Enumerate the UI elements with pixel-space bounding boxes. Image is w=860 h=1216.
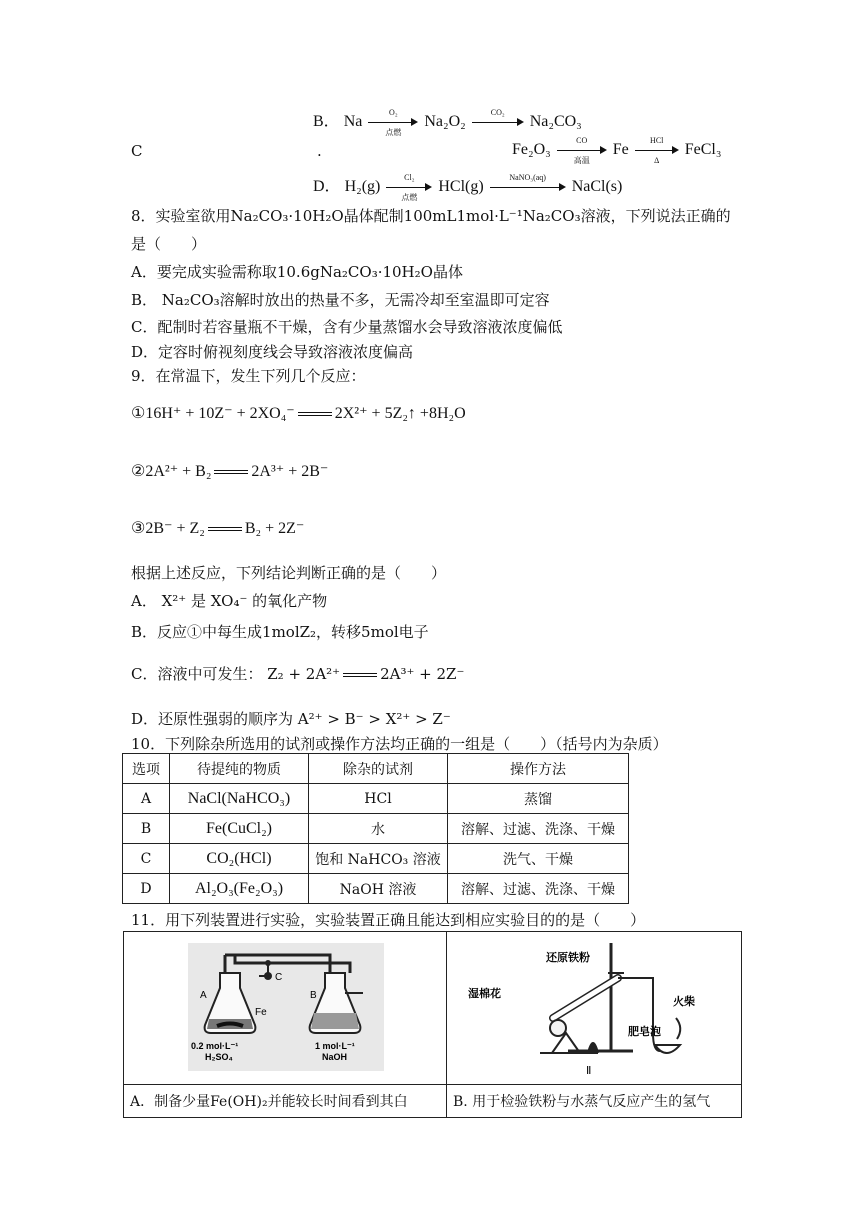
table-header: 除杂的试剂: [309, 754, 448, 784]
q9-ask: 根据上述反应，下列结论判断正确的是（ ）: [131, 564, 447, 582]
caption-a: A．制备少量Fe(OH)₂并能较长时间看到其白: [124, 1085, 447, 1118]
equals-sign-icon: [298, 412, 332, 416]
q9-reaction-1: ①16H⁺ + 10Z⁻ + 2XO₄⁻ 2X²⁺ + 5Z₂↑ +8H₂O: [131, 405, 466, 422]
table-row: [123, 844, 629, 874]
q8-stem-cont: 是（ ）: [131, 235, 207, 253]
q9-stem: 9．在常温下，发生下列几个反应：: [131, 367, 366, 385]
q7-option-d: D． H₂(g) Cl₂ 点燃 HCl(g) NaNO₃(aq) NaCl(s): [313, 173, 623, 203]
q7-option-c-dot: .: [317, 142, 322, 160]
table-cell: 蒸馏: [448, 784, 629, 814]
equals-sign-icon: [214, 470, 248, 474]
table-cell: NaOH 溶液: [309, 874, 448, 904]
q8-option-d: D．定容时俯视刻度线会导致溶液浓度偏高: [131, 343, 414, 361]
fig-a-left-acid: H₂SO₄: [205, 1052, 233, 1062]
q10-stem: 10．下列除杂所选用的试剂或操作方法均正确的一组是（ ）（括号内为杂质）: [131, 735, 668, 753]
table-cell: A: [123, 784, 170, 814]
q10-table: [122, 753, 629, 904]
table-cell: D: [123, 874, 170, 904]
fig-b-label-soap: 肥皂泡: [628, 1025, 661, 1038]
fig-a-label-c: C: [275, 972, 283, 983]
table-cell: Al₂O₃(Fe₂O₃): [170, 874, 309, 904]
q8-option-c: C．配制时若容量瓶不干燥，含有少量蒸馏水会导致溶液浓度偏低: [131, 318, 563, 336]
table-cell: 溶解、过滤、洗涤、干燥: [448, 814, 629, 844]
fig-b-label-num: Ⅱ: [586, 1065, 592, 1077]
table-cell: B: [123, 814, 170, 844]
table-cell: 洗气、干燥: [448, 844, 629, 874]
fig-b-label-match: 火柴: [673, 995, 695, 1008]
table-row: [123, 874, 629, 904]
q7-option-c-chain: Fe₂O₃ CO 高温 Fe HCl Δ FeCl₃: [512, 136, 722, 166]
table-cell: Fe(CuCl₂): [170, 814, 309, 844]
equals-sign-icon: [208, 527, 242, 531]
figure-a-cell: [124, 932, 447, 1085]
table-cell: HCl: [309, 784, 448, 814]
q9-option-c: C．溶液中可发生： Z₂ + 2A²⁺ 2A³⁺ + 2Z⁻: [131, 665, 465, 683]
figure-b-cell: [447, 932, 742, 1085]
q8-option-a: A．要完成实验需称取10.6gNa₂CO₃·10H₂O晶体: [131, 263, 463, 281]
table-cell: 饱和 NaHCO₃ 溶液: [309, 844, 448, 874]
table-header-row: [123, 754, 629, 784]
q7-option-b: B． Na O₂ 点燃 Na₂O₂ CO₂ Na₂CO₃: [313, 108, 582, 138]
fig-a-right-base: NaOH: [322, 1052, 348, 1062]
table-header: 待提纯的物质: [170, 754, 309, 784]
q9-option-b: B．反应①中每生成1molZ₂，转移5mol电子: [131, 623, 429, 641]
q9-reaction-2: ②2A²⁺ + B₂ 2A³⁺ + 2B⁻: [131, 463, 329, 480]
fig-b-label-iron: 还原铁粉: [546, 951, 590, 964]
fig-a-right-conc: 1 mol·L⁻¹: [315, 1041, 355, 1051]
q8-stem: 8．实验室欲用Na₂CO₃·10H₂O晶体配制100mL1mol·L⁻¹Na₂CO₃溶液，下列说法正确的: [131, 207, 731, 225]
q9-option-a: A． X²⁺ 是 XO₄⁻ 的氧化产物: [131, 592, 328, 610]
table-header: 操作方法: [448, 754, 629, 784]
q8-option-b: B． Na₂CO₃溶解时放出的热量不多，无需冷却至室温即可定容: [131, 291, 550, 309]
equals-sign-icon: [343, 673, 377, 677]
q11-table: [123, 931, 742, 1118]
fig-a-label-b: B: [310, 990, 317, 1001]
table-row: [123, 814, 629, 844]
table-row: [123, 784, 629, 814]
fig-b-label-cotton: 湿棉花: [468, 987, 501, 1000]
table-cell: CO₂(HCl): [170, 844, 309, 874]
table-cell: 溶解、过滤、洗涤、干燥: [448, 874, 629, 904]
q9-option-d: D．还原性强弱的顺序为 A²⁺ > B⁻ > X²⁺ > Z⁻: [131, 710, 451, 728]
fig-a-label-a: A: [200, 990, 207, 1001]
fig-a-left-conc: 0.2 mol·L⁻¹: [191, 1041, 239, 1051]
table-header: 选项: [123, 754, 170, 784]
table-cell: C: [123, 844, 170, 874]
apparatus-a-figure: [125, 933, 445, 1079]
q11-stem: 11．用下列装置进行实验，实验装置正确且能达到相应实验目的的是（ ）: [131, 911, 646, 929]
table-cell: 水: [309, 814, 448, 844]
caption-b: B. 用于检验铁粉与水蒸气反应产生的氢气: [447, 1085, 742, 1118]
q7-option-c-label: C: [131, 142, 143, 160]
apparatus-b-figure: [448, 933, 740, 1079]
q9-reaction-3: ③2B⁻ + Z₂ B₂ + 2Z⁻: [131, 520, 305, 537]
table-cell: NaCl(NaHCO₃): [170, 784, 309, 814]
fig-a-label-fe: Fe: [255, 1007, 267, 1018]
